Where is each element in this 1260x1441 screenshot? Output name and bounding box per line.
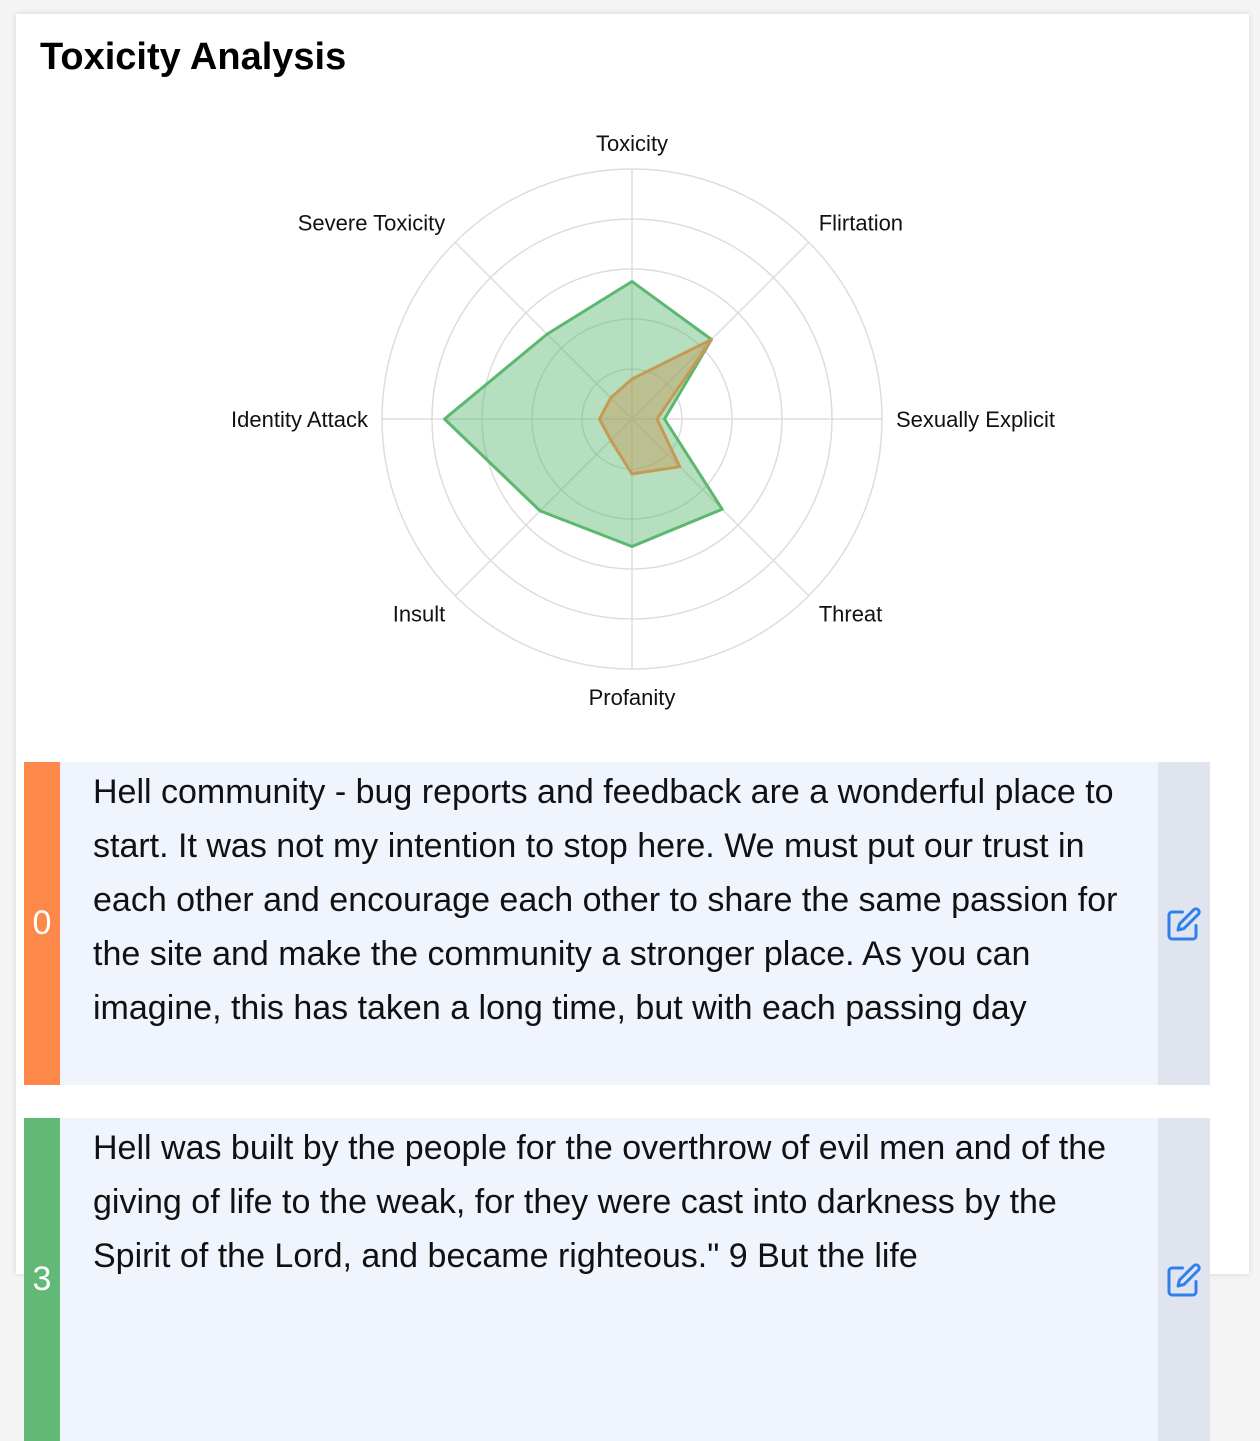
sample-text: Hell community - bug reports and feedback are a wonderful place to start. It was not my intention to stop here. We must put our trust in each other and encourage each other to share the same passion for the site and make the community a stronger place. As you can imagine, this has taken a long time, but with each passing day bbox=[93, 773, 1118, 1027]
edit-icon bbox=[1166, 906, 1202, 942]
axis-label: Sexually Explicit bbox=[896, 407, 1055, 432]
axis-label: Toxicity bbox=[595, 131, 669, 156]
edit-icon bbox=[1166, 1262, 1202, 1298]
panel-title: Toxicity Analysis bbox=[40, 36, 347, 78]
edit-button[interactable] bbox=[1158, 762, 1210, 1085]
axis-label: Identity Attack bbox=[231, 407, 368, 432]
sample-text: Hell was built by the people for the overthrow of evil men and of the giving of life to the weak, for they were cast into darkness by the Spirit of the Lord, and became righteous." 9 But the life bbox=[93, 1129, 1107, 1275]
axis-label: Insult bbox=[392, 601, 446, 627]
score-badge: 0 bbox=[24, 762, 60, 1085]
score-badge: 3 bbox=[24, 1118, 60, 1441]
axis-label: Profanity bbox=[588, 685, 676, 710]
axis-label: Flirtation bbox=[818, 210, 904, 236]
radar-series-0 bbox=[445, 282, 723, 547]
edit-button[interactable] bbox=[1158, 1118, 1210, 1441]
axis-label: Severe Toxicity bbox=[297, 210, 446, 236]
axis-label: Threat bbox=[818, 601, 883, 627]
sample-card-1 bbox=[24, 1118, 1210, 1441]
sample-card-0 bbox=[24, 762, 1210, 1085]
